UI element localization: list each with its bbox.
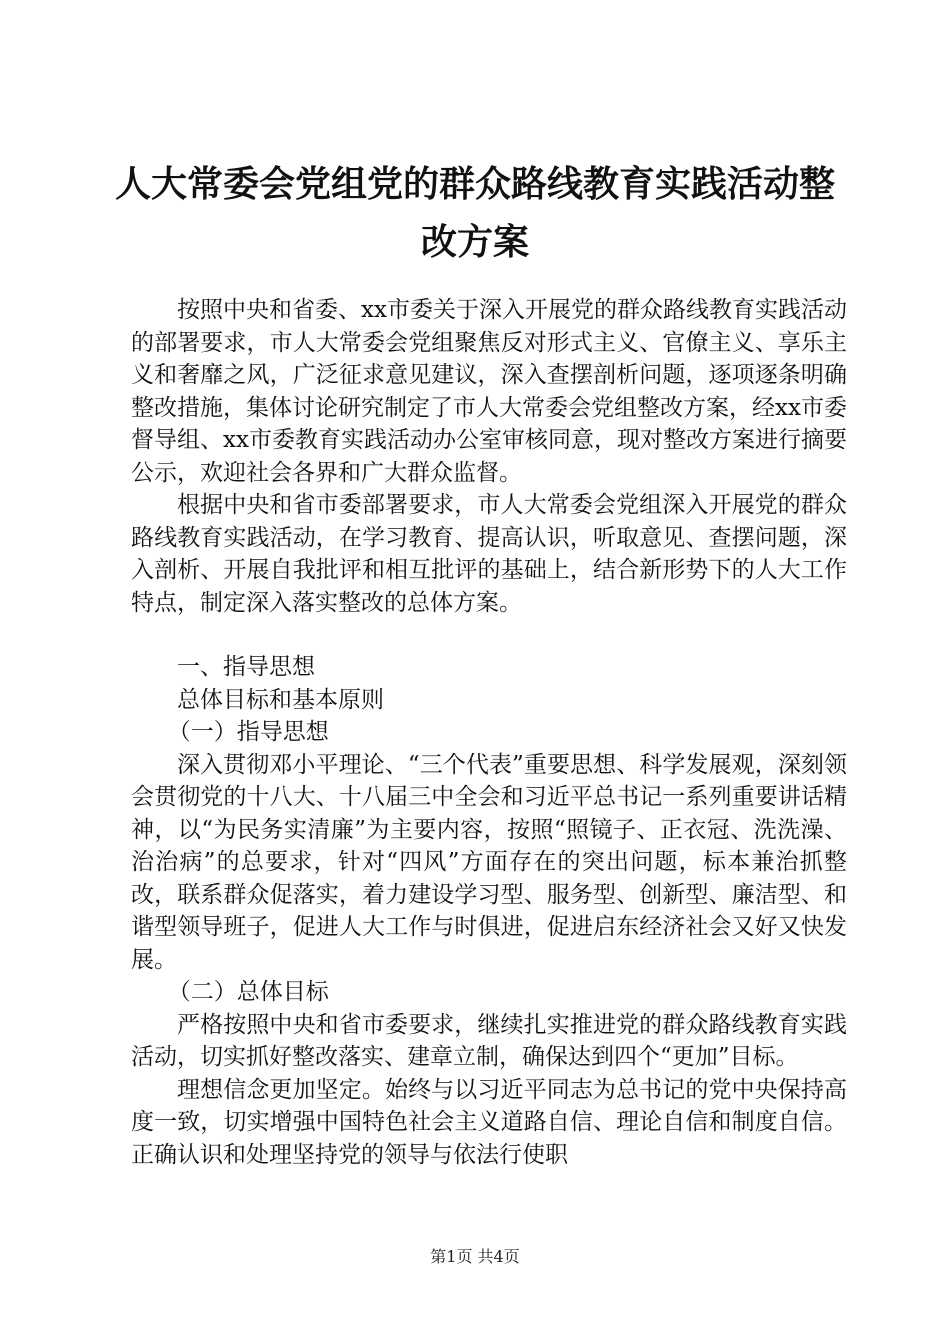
paragraph-ideals-beliefs: 理想信念更加坚定。始终与以习近平同志为总书记的党中央保持高度一致，切实增强中国特色社会主义道路自信、理论自信和制度自信。正确认识和处理坚持党的领导与依法行使职	[131, 1076, 847, 1168]
section-heading-guiding-ideology: 一、指导思想	[177, 654, 315, 680]
paragraph-intro: 按照中央和省委、xx市委关于深入开展党的群众路线教育实践活动的部署要求，市人大常委会党组聚焦反对形式主义、官僚主义、享乐主义和奢靡之风，广泛征求意见建议，深入查摆剖析问题，逐项逐条明确整改措施，集体讨论研究制定了市人大常委会党组整改方案，经xx市委督导组、xx市委教育实践活动办公室审核同意，现对整改方案进行摘要公示，欢迎社会各界和广大群众监督。	[131, 297, 847, 486]
paragraph-overview: 根据中央和省市委部署要求，市人大常委会党组深入开展党的群众路线教育实践活动，在学习教育、提高认识，听取意见、查摆问题，深入剖析、开展自我批评和相互批评的基础上，结合新形势下的人大工作特点，制定深入落实整改的总体方案。	[131, 492, 847, 616]
page-number-footer: 第1页 共4页	[430, 1247, 520, 1266]
document-title-line-2: 改方案	[420, 221, 529, 263]
paragraph-overall-goals: 严格按照中央和省市委要求，继续扎实推进党的群众路线教育实践活动，切实抓好整改落实、建章立制，确保达到四个“更加”目标。	[131, 1011, 847, 1070]
document-title-line-1: 人大常委会党组党的群众路线教育实践活动整	[114, 163, 835, 205]
subsection-heading-overall-goals: （二）总体目标	[167, 979, 329, 1005]
document-body	[131, 294, 847, 1171]
section-heading-goals-principles: 总体目标和基本原则	[177, 686, 384, 713]
paragraph-guiding-ideology: 深入贯彻邓小平理论、“三个代表”重要思想、科学发展观，深刻领会贯彻党的十八大、十八届三中全会和习近平总书记一系列重要讲话精神，以“为民务实清廉”为主要内容，按照“照镜子、正衣冠、洗洗澡、治治病”的总要求，针对“四风”方面存在的突出问题，标本兼治抓整改，联系群众促落实，着力建设学习型、服务型、创新型、廉洁型、和谐型领导班子，促进人大工作与时俱进，促进启东经济社会又好又快发展。	[131, 751, 847, 973]
subsection-heading-guiding-ideology: （一）指导思想	[167, 719, 329, 745]
